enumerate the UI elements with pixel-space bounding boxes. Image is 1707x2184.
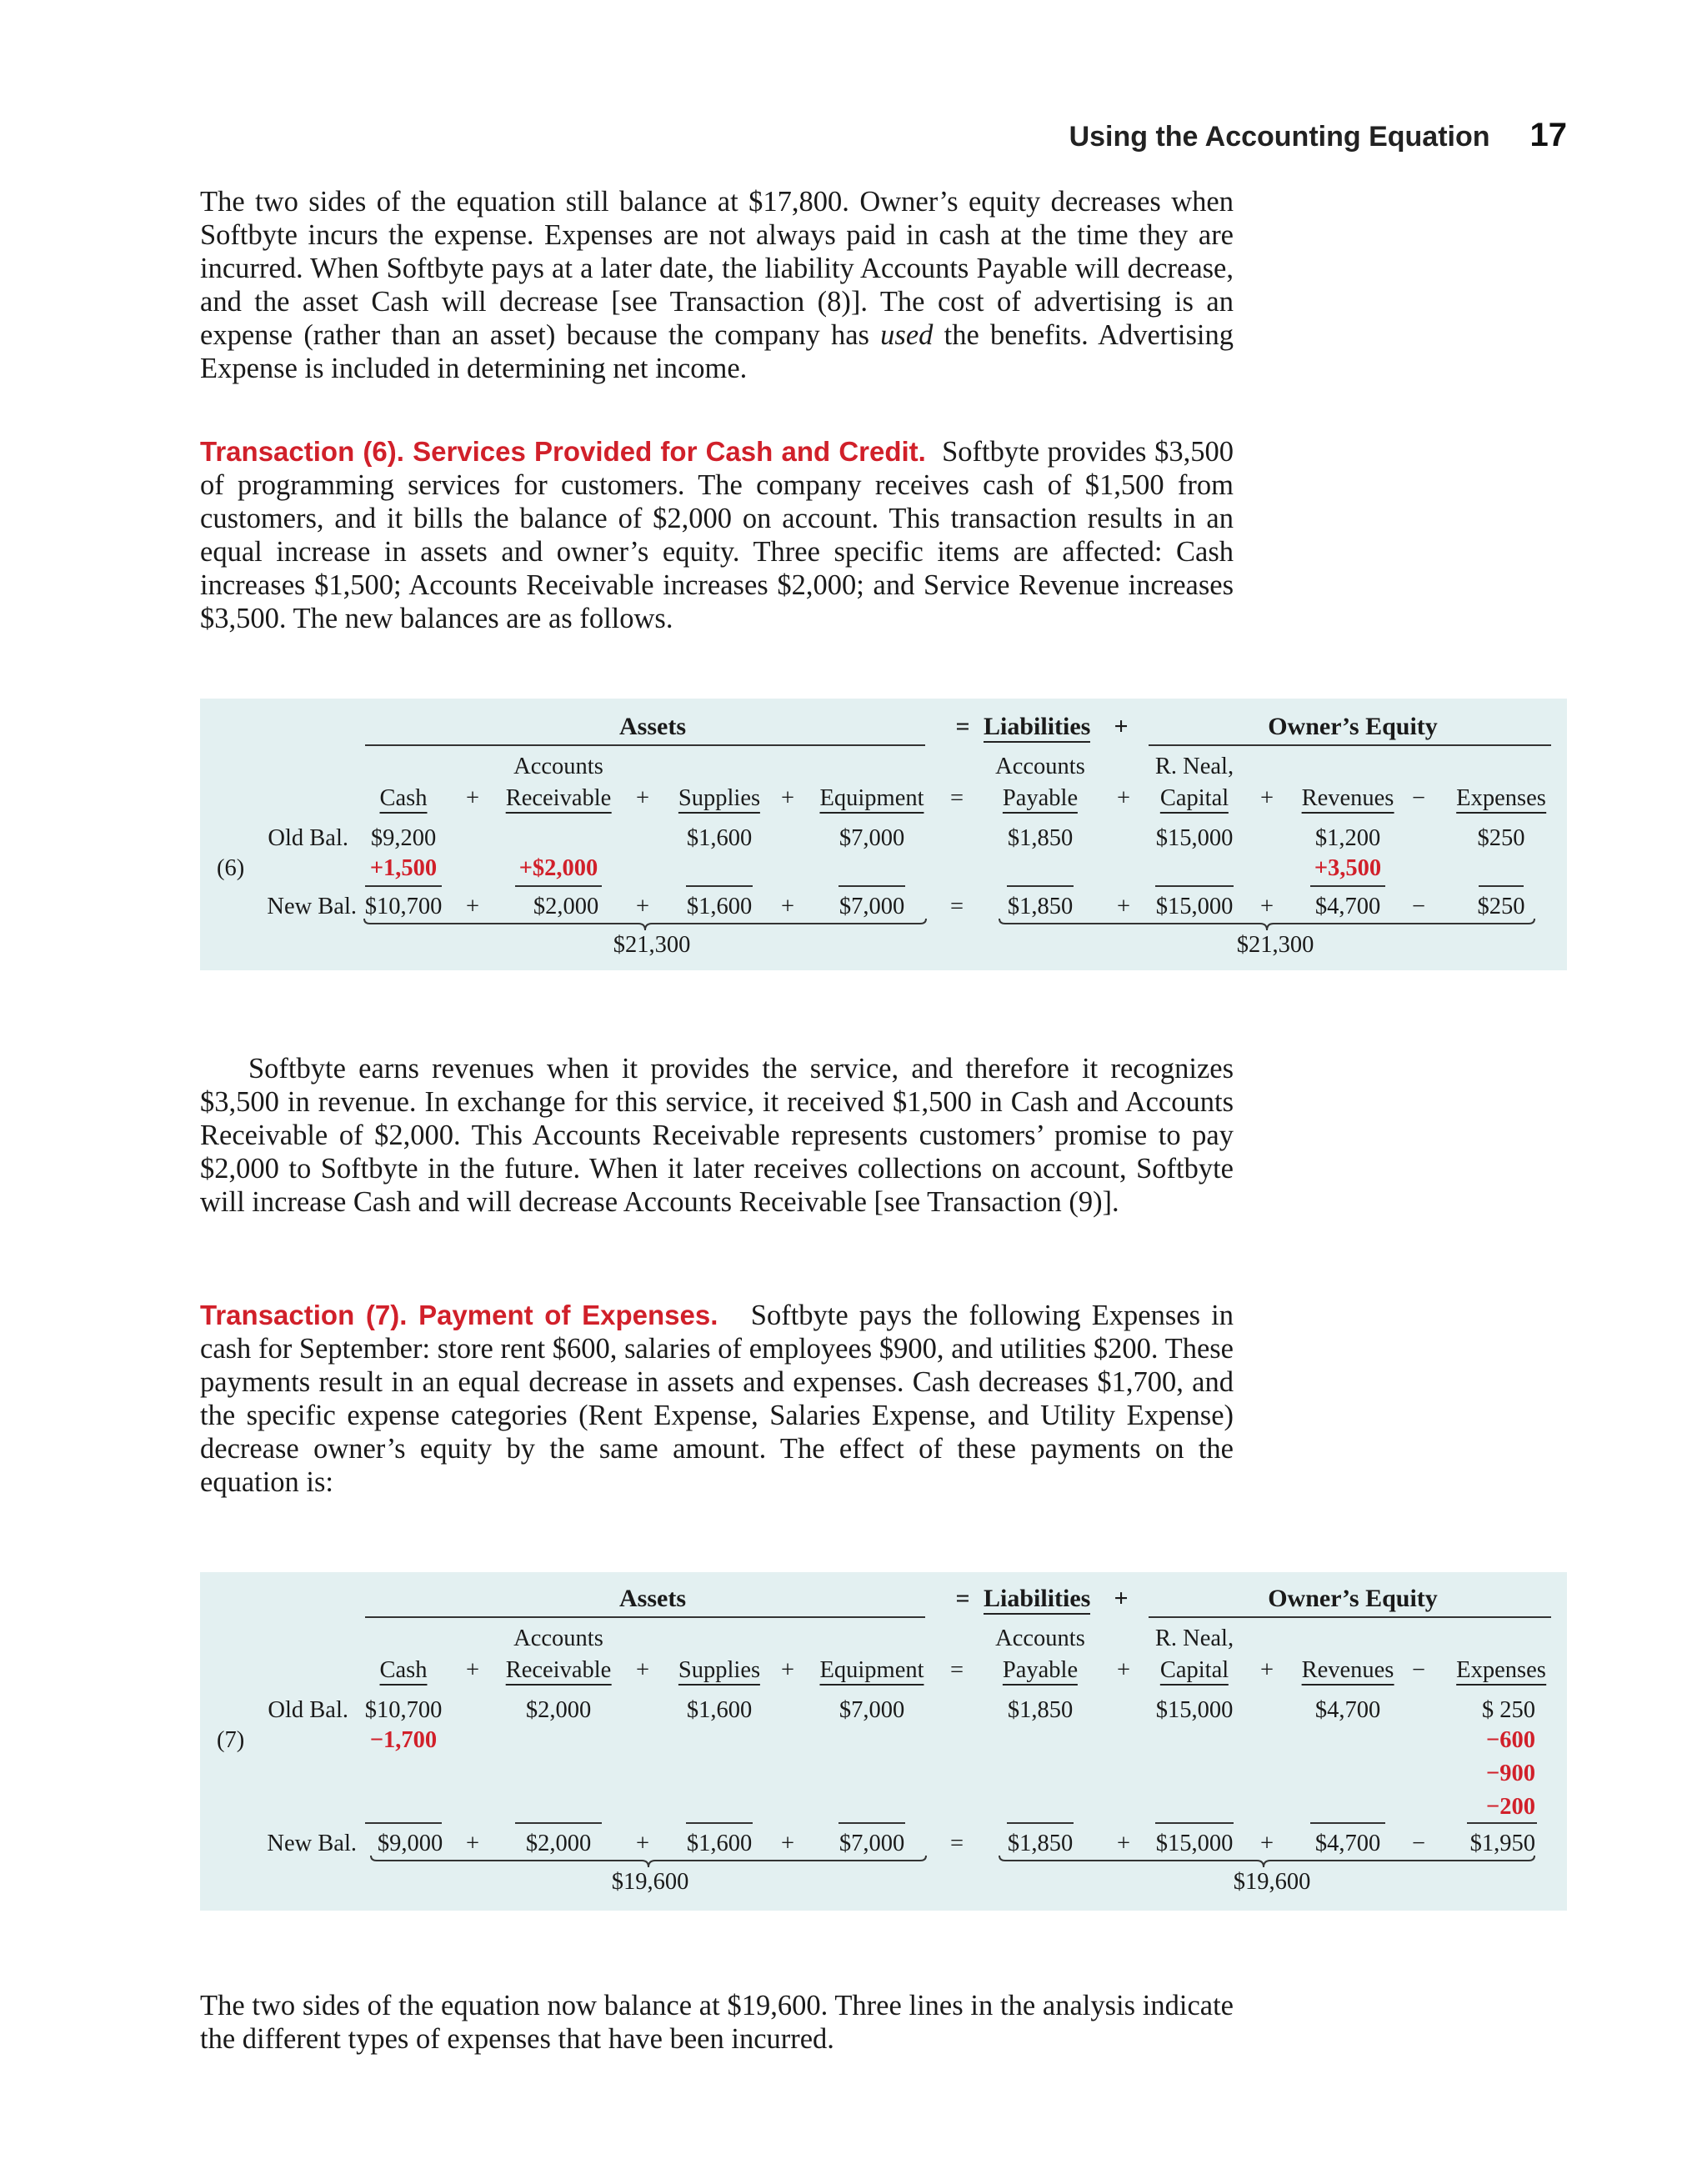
running-head: Using the Accounting Equation <box>1069 121 1490 153</box>
plus-sign: + <box>635 894 650 919</box>
old-payable: $1,850 <box>1007 1697 1074 1723</box>
transaction-label: (6) <box>217 855 245 881</box>
liabilities-equity-total: $19,600 <box>1233 1869 1311 1895</box>
paragraph-expense-note <box>200 185 1234 385</box>
col-capital: Capital <box>1160 1657 1229 1686</box>
col-capital: Capital <box>1160 785 1229 814</box>
new-capital: $15,000 <box>1155 894 1234 919</box>
col-rneal: R. Neal, <box>1154 1625 1234 1651</box>
old-cash: $10,700 <box>364 1697 443 1723</box>
new-cash: $9,000 <box>377 1831 443 1856</box>
col-accounts-ar: Accounts <box>513 1625 603 1651</box>
new-balance-label: New Bal. <box>267 1831 357 1856</box>
minus-sign: − <box>1411 1831 1426 1856</box>
old-cash: $9,200 <box>370 825 437 851</box>
plus-sign: + <box>1259 785 1274 811</box>
transaction-7-text: Softbyte pays the following Expenses in cash for September: store rent $600, salaries of employees $900, and utilities $200. These payments result in an equal decrease in assets and expenses. Cash decreases $1,700, and the specific expense categories (Rent Expense, Salaries Expense, and Utility Expense) decrease owner’s equity by the same amount. The effect of these payments on the equation is: <box>200 1300 1234 1498</box>
col-receivable: Receivable <box>506 785 612 814</box>
new-equipment: $7,000 <box>838 894 905 919</box>
old-capital: $15,000 <box>1155 825 1234 851</box>
old-supplies: $1,600 <box>686 825 753 851</box>
new-payable: $1,850 <box>1007 894 1074 919</box>
old-revenues: $1,200 <box>1314 825 1381 851</box>
equation-table-6 <box>200 699 1567 970</box>
old-supplies: $1,600 <box>686 1697 753 1723</box>
equals-sign: = <box>949 894 964 919</box>
new-receivable: $2,000 <box>533 894 599 919</box>
equals-sign: = <box>949 785 964 811</box>
col-expenses: Expenses <box>1456 1657 1546 1686</box>
change-cash: −1,700 <box>369 1727 438 1753</box>
equity-total-brace <box>999 917 1535 932</box>
col-rneal: R. Neal, <box>1154 754 1234 779</box>
old-payable: $1,850 <box>1007 825 1074 851</box>
minus-sign: − <box>1411 785 1426 811</box>
plus-sign: + <box>780 785 795 811</box>
col-equipment: Equipment <box>819 1657 924 1686</box>
owners-equity-header: Owner’s Equity <box>1268 1585 1438 1612</box>
old-expenses: $ 250 <box>1481 1697 1535 1723</box>
plus-sign: + <box>635 785 650 811</box>
old-receivable: $2,000 <box>525 1697 592 1723</box>
owners-equity-header: Owner’s Equity <box>1268 713 1438 740</box>
p1-emphasis: used <box>880 319 934 351</box>
plus-sign: + <box>780 1657 795 1683</box>
paragraph-balance-note: The two sides of the equation now balance at $19,600. Three lines in the analysis indicate the different types of expenses that have been incurred. <box>200 1990 1234 2055</box>
old-balance-label: Old Bal. <box>268 825 348 851</box>
plus-sign: + <box>465 785 480 811</box>
plus-sign: + <box>1114 713 1129 740</box>
assets-total: $19,600 <box>611 1869 689 1895</box>
old-expenses: $250 <box>1477 825 1525 851</box>
new-balance-label: New Bal. <box>267 894 357 919</box>
plus-sign: + <box>465 1831 480 1856</box>
minus-sign: − <box>1411 894 1426 919</box>
old-equipment: $7,000 <box>838 825 905 851</box>
change-revenues: +3,500 <box>1314 855 1382 881</box>
new-expenses: $250 <box>1477 894 1525 919</box>
col-revenues: Revenues <box>1302 785 1394 814</box>
page-header <box>0 117 1567 154</box>
equals-sign: = <box>949 1831 964 1856</box>
plus-sign: + <box>465 1657 480 1683</box>
col-receivable: Receivable <box>506 1657 612 1686</box>
plus-sign: + <box>1259 1831 1274 1856</box>
new-supplies: $1,600 <box>686 1831 753 1856</box>
paragraph-transaction-7 <box>200 1299 1234 1499</box>
change-rent-expense: −600 <box>1486 1727 1535 1753</box>
equals-sign: = <box>955 713 970 740</box>
old-capital: $15,000 <box>1155 1697 1234 1723</box>
col-revenues: Revenues <box>1302 1657 1394 1686</box>
new-capital: $15,000 <box>1155 1831 1234 1856</box>
new-revenues: $4,700 <box>1314 894 1381 919</box>
change-cash: +1,500 <box>369 855 438 881</box>
plus-sign: + <box>1116 1657 1131 1683</box>
col-supplies: Supplies <box>678 785 760 814</box>
col-payable: Payable <box>1003 785 1078 814</box>
transaction-7-heading: Transaction (7). Payment of Expenses. <box>200 1300 718 1330</box>
plus-sign: + <box>780 1831 795 1856</box>
old-equipment: $7,000 <box>838 1697 905 1723</box>
col-cash: Cash <box>380 1657 428 1686</box>
col-payable: Payable <box>1003 1657 1078 1686</box>
plus-sign: + <box>635 1831 650 1856</box>
plus-sign: + <box>1114 1585 1129 1612</box>
plus-sign: + <box>465 894 480 919</box>
col-accounts-ap: Accounts <box>995 1625 1085 1651</box>
new-receivable: $2,000 <box>525 1831 592 1856</box>
equals-sign: = <box>949 1657 964 1683</box>
p1-text-a: The two sides of the equation still balance at $17,800. Owner’s equity decreases when Softbyte incurs the expense. Expenses are not always paid in cash at the time they are incurred. When Softbyte pays at a later date, the liability Accounts Payable will decrease, and the asset Cash will decrease [see Transaction (8)]. The cost of advertising is an expense (rather than an asset) because the company has <box>200 186 1234 351</box>
change-receivable: +$2,000 <box>518 855 598 881</box>
col-equipment: Equipment <box>819 785 924 814</box>
col-supplies: Supplies <box>678 1657 760 1686</box>
assets-header: Assets <box>619 713 686 740</box>
assets-header: Assets <box>619 1585 686 1612</box>
change-salaries-expense: −900 <box>1486 1761 1535 1786</box>
equation-table-7 <box>200 1572 1567 1911</box>
new-supplies: $1,600 <box>686 894 753 919</box>
plus-sign: + <box>635 1657 650 1683</box>
plus-sign: + <box>1116 1831 1131 1856</box>
new-revenues: $4,700 <box>1314 1831 1381 1856</box>
transaction-label: (7) <box>217 1727 245 1753</box>
equity-total-brace <box>999 1854 1535 1869</box>
new-equipment: $7,000 <box>838 1831 905 1856</box>
plus-sign: + <box>1259 894 1274 919</box>
col-expenses: Expenses <box>1456 785 1546 814</box>
new-payable: $1,850 <box>1007 1831 1074 1856</box>
col-accounts-ap: Accounts <box>995 754 1085 779</box>
p1-text-b: the benefits. Advertising Expense is included in determining net income. <box>200 319 1234 384</box>
new-cash: $10,700 <box>364 894 443 919</box>
liabilities-equity-total: $21,300 <box>1236 932 1314 958</box>
assets-total-brace <box>363 917 927 932</box>
paragraph-transaction-6 <box>200 435 1234 635</box>
assets-total: $21,300 <box>613 932 691 958</box>
equals-sign: = <box>955 1585 970 1612</box>
liabilities-header: Liabilities <box>984 1585 1090 1615</box>
plus-sign: + <box>1116 894 1131 919</box>
old-balance-label: Old Bal. <box>268 1697 348 1723</box>
col-cash: Cash <box>380 785 428 814</box>
minus-sign: − <box>1411 1657 1426 1683</box>
assets-total-brace <box>370 1854 927 1869</box>
transaction-6-heading: Transaction (6). Services Provided for Cash and Credit. <box>200 436 926 467</box>
plus-sign: + <box>1116 785 1131 811</box>
old-revenues: $4,700 <box>1314 1697 1381 1723</box>
col-accounts-ar: Accounts <box>513 754 603 779</box>
plus-sign: + <box>1259 1657 1274 1683</box>
new-expenses: $1,950 <box>1469 1831 1535 1856</box>
transaction-6-text: Softbyte provides $3,500 of programming services for customers. The company receives cash of $1,500 from customers, and it bills the balance of $2,000 on account. This transaction results in an equal increase in assets and owner’s equity. Three specific items are affected: Cash increases $1,500; Accounts Receivable increases $2,000; and Service Revenue increases $3,500. The new balances are as follows. <box>200 436 1234 634</box>
change-utility-expense: −200 <box>1486 1794 1535 1820</box>
liabilities-header: Liabilities <box>984 713 1090 743</box>
paragraph-revenue-note: Softbyte earns revenues when it provides the service, and therefore it recognizes $3,500 in revenue. In exchange for this service, it received $1,500 in Cash and Accounts Receivable of $2,000. This Accounts Receivable represents customers’ promise to pay $2,000 to Softbyte in the future. When it later receives collections on account, Softbyte will increase Cash and will decrease Accounts Receivable [see Transaction (9)]. <box>200 1053 1234 1218</box>
plus-sign: + <box>780 894 795 919</box>
page-number: 17 <box>1529 117 1567 153</box>
